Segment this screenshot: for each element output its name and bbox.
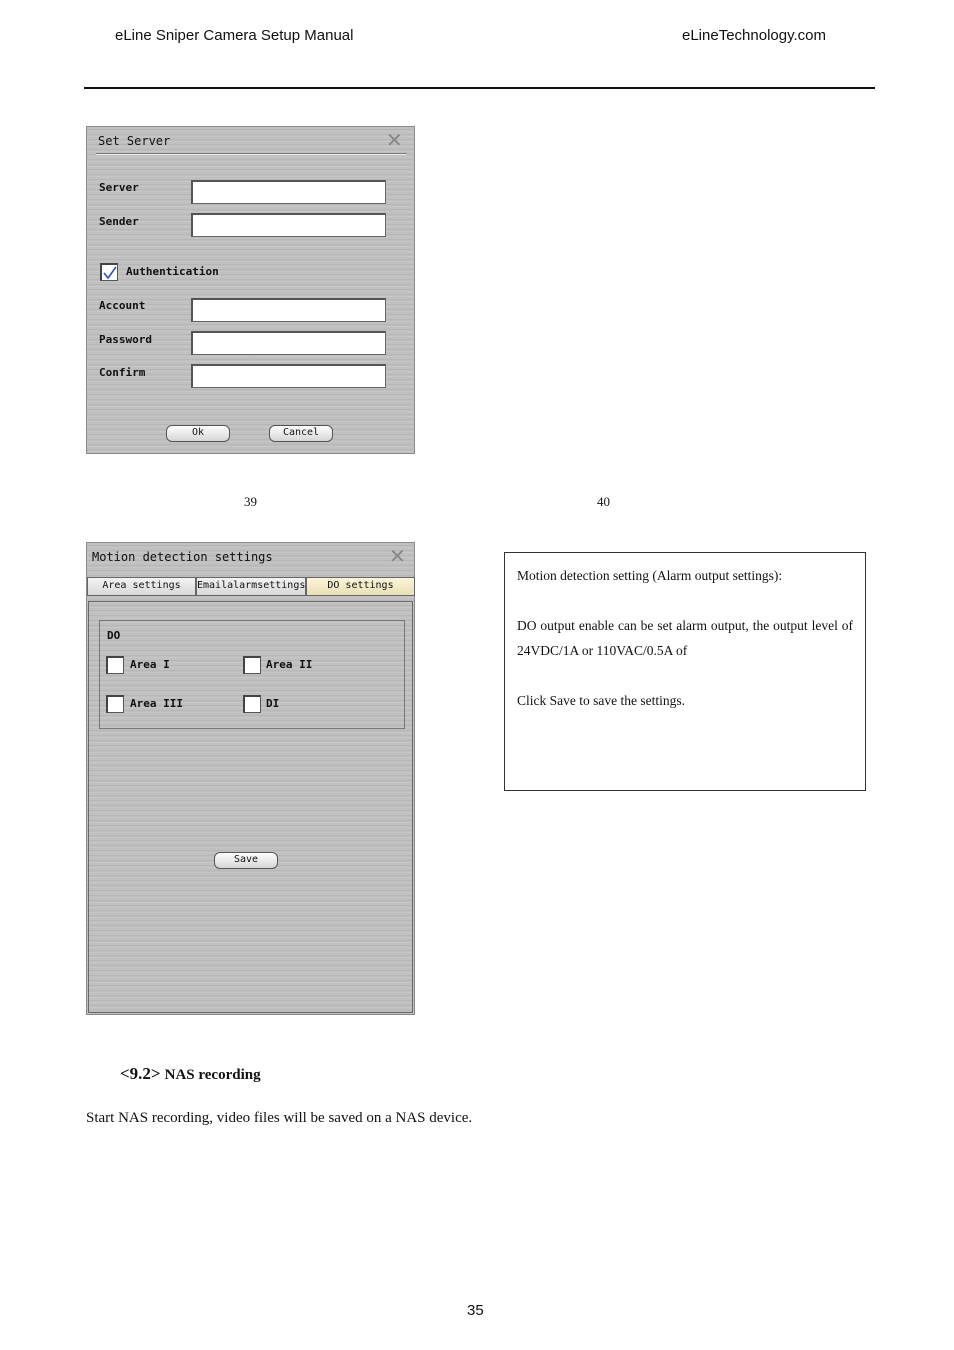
area-i-checkbox[interactable]	[106, 656, 124, 674]
header-website: eLineTechnology.com	[682, 27, 826, 44]
server-label: Server	[99, 181, 139, 194]
dialog-title: Set Server	[98, 134, 171, 148]
tab-do-settings[interactable]: DO settings	[306, 577, 415, 596]
dialog-title: Motion detection settings	[92, 550, 273, 564]
section-title: NAS recording	[164, 1067, 261, 1083]
note-paragraph-2: Click Save to save the settings.	[517, 693, 685, 708]
do-group-label: DO	[107, 629, 121, 642]
server-input[interactable]	[191, 180, 386, 204]
figure-caption-39: 39	[244, 494, 257, 509]
section-heading	[120, 1064, 261, 1084]
figure-caption-40: 40	[597, 494, 610, 509]
tab-content	[88, 601, 413, 1013]
close-icon[interactable]: ✕	[389, 544, 406, 568]
motion-note-box	[504, 552, 866, 791]
note-title: Motion detection setting (Alarm output settings):	[517, 568, 783, 583]
password-label: Password	[99, 333, 152, 346]
area-ii-checkbox[interactable]	[243, 656, 261, 674]
account-input[interactable]	[191, 298, 386, 322]
tab-email-alarm-settings[interactable]: Emailalarmsettings	[196, 577, 306, 596]
title-divider	[96, 153, 407, 155]
area-iii-label: Area III	[130, 697, 183, 710]
checkmark-icon	[102, 265, 118, 281]
tab-area-settings[interactable]: Area settings	[87, 577, 196, 596]
header-rule	[84, 87, 875, 89]
area-iii-checkbox[interactable]	[106, 695, 124, 713]
confirm-input[interactable]	[191, 364, 386, 388]
area-i-label: Area I	[130, 658, 170, 671]
save-button[interactable]: Save	[214, 852, 278, 869]
authentication-label: Authentication	[126, 265, 219, 278]
page-number: 35	[467, 1302, 484, 1319]
cancel-button[interactable]: Cancel	[269, 425, 333, 442]
header-title: eLine Sniper Camera Setup Manual	[115, 27, 354, 44]
area-ii-label: Area II	[266, 658, 313, 671]
account-label: Account	[99, 299, 146, 312]
sender-label: Sender	[99, 215, 139, 228]
password-input[interactable]	[191, 331, 386, 355]
set-server-dialog	[86, 126, 415, 454]
do-group-box	[99, 620, 405, 729]
confirm-label: Confirm	[99, 366, 146, 379]
close-icon[interactable]: ✕	[386, 128, 403, 152]
section-number: <9.2>	[120, 1064, 161, 1083]
section-body: Start NAS recording, video files will be saved on a NAS device.	[86, 1110, 473, 1126]
sender-input[interactable]	[191, 213, 386, 237]
ok-button[interactable]: Ok	[166, 425, 230, 442]
di-checkbox[interactable]	[243, 695, 261, 713]
di-label: DI	[266, 697, 280, 710]
note-paragraph-1: DO output enable can be set alarm output, the output level of 24VDC/1A or 110VAC/0.5A of	[517, 618, 853, 658]
authentication-checkbox[interactable]	[100, 263, 118, 281]
motion-detection-dialog	[86, 542, 415, 1015]
